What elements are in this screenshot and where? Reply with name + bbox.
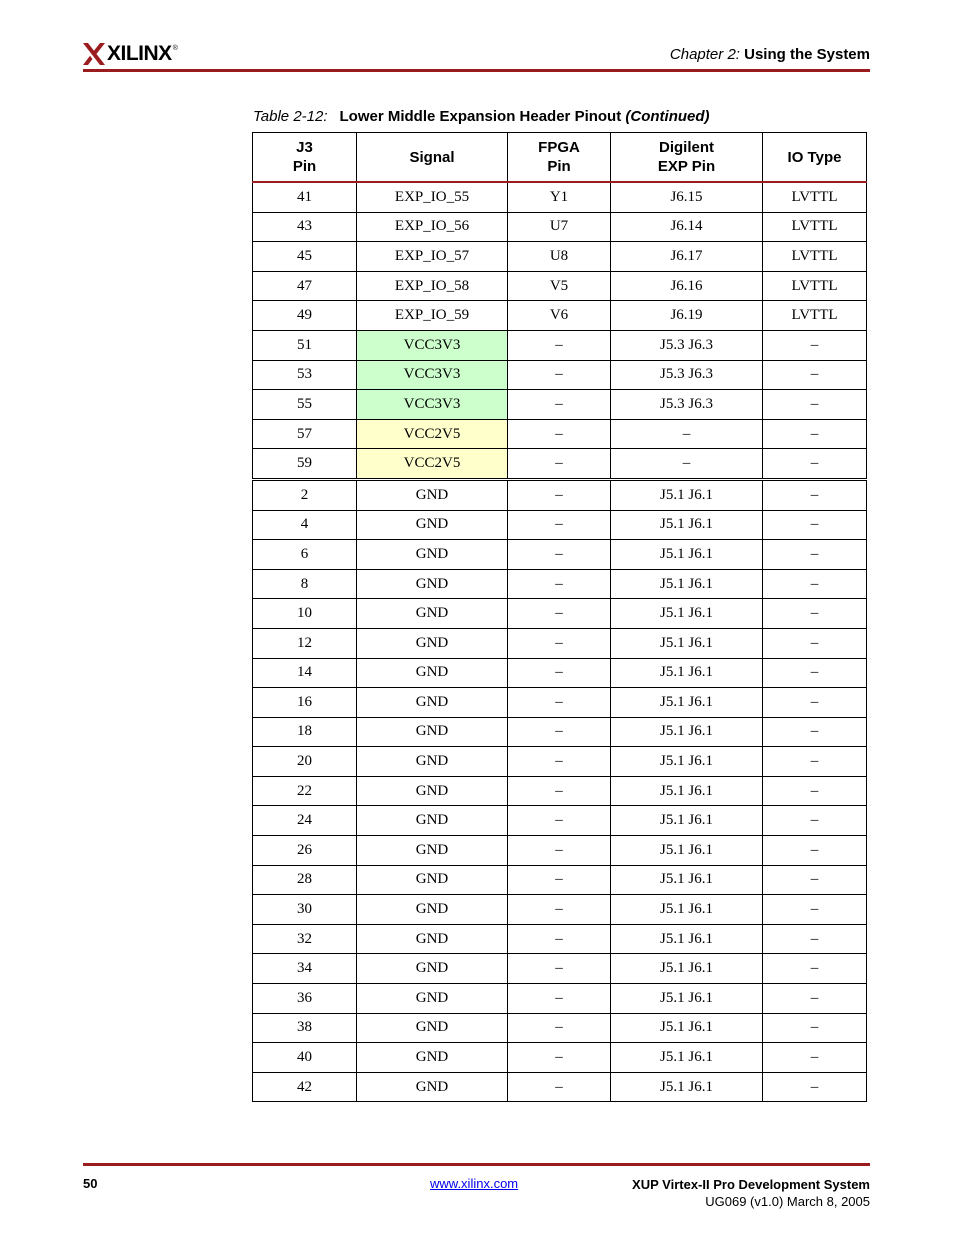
cell-io-type: – [763, 540, 867, 570]
cell-io-type: – [763, 479, 867, 510]
cell-pin: 16 [253, 688, 357, 718]
cell-signal: EXP_IO_57 [357, 242, 508, 272]
table-row [253, 419, 867, 449]
cell-fpga-pin: – [508, 479, 611, 510]
document-info [632, 1176, 870, 1210]
cell-exp-pin: J6.14 [611, 212, 763, 242]
table-row [253, 984, 867, 1014]
cell-pin: 59 [253, 449, 357, 480]
cell-io-type: – [763, 1043, 867, 1073]
table-row [253, 569, 867, 599]
table-row [253, 182, 867, 212]
table-row [253, 360, 867, 390]
cell-pin: 36 [253, 984, 357, 1014]
table-row [253, 301, 867, 331]
cell-fpga-pin: – [508, 1043, 611, 1073]
cell-exp-pin: J5.1 J6.1 [611, 599, 763, 629]
table-row [253, 717, 867, 747]
cell-fpga-pin: – [508, 776, 611, 806]
table-row [253, 688, 867, 718]
cell-exp-pin: J5.1 J6.1 [611, 688, 763, 718]
cell-io-type: – [763, 895, 867, 925]
cell-exp-pin: J5.1 J6.1 [611, 510, 763, 540]
cell-exp-pin: J6.16 [611, 271, 763, 301]
cell-fpga-pin: – [508, 836, 611, 866]
cell-pin: 45 [253, 242, 357, 272]
cell-exp-pin: J5.1 J6.1 [611, 569, 763, 599]
cell-exp-pin: J6.19 [611, 301, 763, 331]
table-title: Lower Middle Expansion Header Pinout [339, 108, 622, 125]
chapter-heading [670, 46, 870, 63]
header-j3-pin [253, 133, 357, 183]
cell-fpga-pin: – [508, 599, 611, 629]
cell-io-type: – [763, 1072, 867, 1102]
cell-signal: GND [357, 954, 508, 984]
cell-exp-pin: J5.1 J6.1 [611, 954, 763, 984]
cell-exp-pin: J5.3 J6.3 [611, 330, 763, 360]
cell-fpga-pin: – [508, 984, 611, 1014]
cell-io-type: LVTTL [763, 212, 867, 242]
table-number: Table 2-12: [253, 108, 328, 125]
cell-exp-pin: J5.1 J6.1 [611, 479, 763, 510]
table-row [253, 865, 867, 895]
cell-signal: GND [357, 895, 508, 925]
cell-signal: EXP_IO_59 [357, 301, 508, 331]
table-row [253, 658, 867, 688]
header-signal [357, 133, 508, 183]
chapter-title: Using the System [744, 46, 870, 63]
registered-mark: ® [172, 44, 178, 52]
cell-io-type: – [763, 717, 867, 747]
table-row [253, 806, 867, 836]
cell-fpga-pin: – [508, 390, 611, 420]
cell-signal: GND [357, 984, 508, 1014]
cell-io-type: – [763, 836, 867, 866]
cell-pin: 34 [253, 954, 357, 984]
document-id: UG069 (v1.0) March 8, 2005 [705, 1194, 870, 1209]
cell-signal: GND [357, 747, 508, 777]
cell-fpga-pin: – [508, 865, 611, 895]
website-link[interactable]: www.xilinx.com [430, 1176, 519, 1191]
cell-exp-pin: J5.1 J6.1 [611, 806, 763, 836]
cell-signal: VCC3V3 [357, 330, 508, 360]
cell-signal: GND [357, 924, 508, 954]
header-fpga-pin [508, 133, 611, 183]
cell-signal: VCC2V5 [357, 449, 508, 480]
cell-io-type: – [763, 599, 867, 629]
cell-signal: GND [357, 628, 508, 658]
header-rule [83, 69, 870, 72]
cell-pin: 10 [253, 599, 357, 629]
table-row [253, 924, 867, 954]
cell-fpga-pin: – [508, 419, 611, 449]
cell-exp-pin: J6.15 [611, 182, 763, 212]
header-digilent-exp-pin [611, 133, 763, 183]
cell-pin: 24 [253, 806, 357, 836]
header-line: IO Type [787, 148, 842, 166]
cell-signal: GND [357, 658, 508, 688]
table-row [253, 836, 867, 866]
cell-pin: 28 [253, 865, 357, 895]
cell-io-type: LVTTL [763, 271, 867, 301]
table-caption [253, 108, 710, 125]
xilinx-logo [83, 40, 178, 68]
cell-fpga-pin: – [508, 717, 611, 747]
cell-signal: GND [357, 836, 508, 866]
cell-io-type: – [763, 569, 867, 599]
table-row [253, 212, 867, 242]
cell-signal: GND [357, 806, 508, 836]
cell-io-type: – [763, 924, 867, 954]
cell-exp-pin: J5.1 J6.1 [611, 836, 763, 866]
cell-fpga-pin: Y1 [508, 182, 611, 212]
cell-pin: 32 [253, 924, 357, 954]
cell-fpga-pin: U8 [508, 242, 611, 272]
cell-exp-pin: J5.1 J6.1 [611, 1072, 763, 1102]
cell-signal: GND [357, 599, 508, 629]
table-row [253, 449, 867, 480]
cell-signal: GND [357, 688, 508, 718]
cell-exp-pin: J5.1 J6.1 [611, 776, 763, 806]
cell-signal: GND [357, 1043, 508, 1073]
cell-fpga-pin: – [508, 895, 611, 925]
cell-pin: 47 [253, 271, 357, 301]
cell-pin: 20 [253, 747, 357, 777]
table-row [253, 747, 867, 777]
cell-exp-pin: J5.1 J6.1 [611, 895, 763, 925]
cell-pin: 26 [253, 836, 357, 866]
cell-pin: 12 [253, 628, 357, 658]
cell-io-type: – [763, 954, 867, 984]
cell-fpga-pin: – [508, 658, 611, 688]
cell-io-type: – [763, 806, 867, 836]
cell-exp-pin: J5.1 J6.1 [611, 865, 763, 895]
cell-signal: EXP_IO_58 [357, 271, 508, 301]
table-row [253, 330, 867, 360]
header-line: Pin [292, 158, 317, 175]
cell-io-type: – [763, 984, 867, 1014]
cell-io-type: – [763, 865, 867, 895]
cell-signal: GND [357, 865, 508, 895]
cell-exp-pin: J5.1 J6.1 [611, 924, 763, 954]
page-header [83, 36, 870, 72]
cell-pin: 6 [253, 540, 357, 570]
table-row [253, 628, 867, 658]
header-line: FPGA [538, 139, 580, 156]
cell-io-type: – [763, 330, 867, 360]
cell-exp-pin: J5.3 J6.3 [611, 360, 763, 390]
header-line: Digilent [659, 139, 714, 156]
cell-io-type: LVTTL [763, 242, 867, 272]
cell-fpga-pin: – [508, 1072, 611, 1102]
cell-fpga-pin: – [508, 510, 611, 540]
cell-io-type: – [763, 776, 867, 806]
cell-pin: 4 [253, 510, 357, 540]
cell-exp-pin: J5.1 J6.1 [611, 540, 763, 570]
cell-exp-pin: – [611, 449, 763, 480]
page-footer [83, 1163, 870, 1209]
cell-signal: VCC3V3 [357, 360, 508, 390]
cell-fpga-pin: – [508, 569, 611, 599]
cell-signal: GND [357, 1013, 508, 1043]
cell-fpga-pin: – [508, 1013, 611, 1043]
cell-io-type: – [763, 1013, 867, 1043]
table-row [253, 1013, 867, 1043]
cell-io-type: – [763, 510, 867, 540]
xilinx-x-icon [83, 43, 105, 65]
table-row [253, 390, 867, 420]
cell-exp-pin: J5.1 J6.1 [611, 717, 763, 747]
table-row [253, 510, 867, 540]
cell-signal: EXP_IO_55 [357, 182, 508, 212]
cell-pin: 51 [253, 330, 357, 360]
cell-exp-pin: J5.1 J6.1 [611, 658, 763, 688]
cell-pin: 43 [253, 212, 357, 242]
cell-signal: VCC3V3 [357, 390, 508, 420]
cell-fpga-pin: – [508, 449, 611, 480]
table-row [253, 895, 867, 925]
cell-exp-pin: – [611, 419, 763, 449]
document-title: XUP Virtex-II Pro Development System [632, 1177, 870, 1192]
cell-pin: 40 [253, 1043, 357, 1073]
cell-io-type: – [763, 419, 867, 449]
cell-signal: GND [357, 1072, 508, 1102]
cell-signal: GND [357, 717, 508, 747]
cell-fpga-pin: – [508, 628, 611, 658]
pinout-table [252, 132, 867, 1102]
cell-fpga-pin: V6 [508, 301, 611, 331]
cell-fpga-pin: – [508, 540, 611, 570]
table-row [253, 540, 867, 570]
logo-text: XILINX [107, 42, 172, 65]
cell-fpga-pin: – [508, 924, 611, 954]
cell-exp-pin: J5.1 J6.1 [611, 1013, 763, 1043]
cell-pin: 30 [253, 895, 357, 925]
cell-signal: VCC2V5 [357, 419, 508, 449]
cell-exp-pin: J5.3 J6.3 [611, 390, 763, 420]
table-row [253, 242, 867, 272]
cell-fpga-pin: V5 [508, 271, 611, 301]
table-row [253, 1072, 867, 1102]
table-row [253, 599, 867, 629]
cell-pin: 49 [253, 301, 357, 331]
cell-fpga-pin: – [508, 954, 611, 984]
header-line: Pin [547, 158, 571, 175]
cell-pin: 53 [253, 360, 357, 390]
cell-signal: GND [357, 479, 508, 510]
cell-io-type: – [763, 628, 867, 658]
cell-io-type: – [763, 390, 867, 420]
cell-pin: 8 [253, 569, 357, 599]
cell-io-type: – [763, 658, 867, 688]
footer-rule [83, 1163, 870, 1166]
cell-io-type: – [763, 747, 867, 777]
table-row [253, 271, 867, 301]
cell-fpga-pin: U7 [508, 212, 611, 242]
table-row [253, 1043, 867, 1073]
cell-pin: 14 [253, 658, 357, 688]
header-line: EXP Pin [657, 158, 716, 175]
cell-io-type: LVTTL [763, 301, 867, 331]
table-row [253, 954, 867, 984]
table-continued: (Continued) [625, 108, 710, 125]
table-body [253, 182, 867, 1102]
page-number: 50 [83, 1176, 98, 1191]
cell-signal: GND [357, 510, 508, 540]
cell-exp-pin: J5.1 J6.1 [611, 984, 763, 1014]
cell-pin: 42 [253, 1072, 357, 1102]
chapter-label: Chapter 2: [669, 46, 740, 63]
cell-io-type: – [763, 688, 867, 718]
header-line: Signal [409, 148, 455, 166]
cell-pin: 22 [253, 776, 357, 806]
table-header [253, 133, 867, 183]
cell-io-type: LVTTL [763, 182, 867, 212]
cell-fpga-pin: – [508, 747, 611, 777]
cell-fpga-pin: – [508, 688, 611, 718]
header-row [253, 133, 867, 183]
cell-signal: GND [357, 569, 508, 599]
cell-fpga-pin: – [508, 360, 611, 390]
table-row [253, 776, 867, 806]
cell-exp-pin: J6.17 [611, 242, 763, 272]
cell-io-type: – [763, 360, 867, 390]
cell-signal: GND [357, 540, 508, 570]
cell-pin: 57 [253, 419, 357, 449]
header-io-type [763, 133, 867, 183]
cell-pin: 41 [253, 182, 357, 212]
cell-pin: 2 [253, 479, 357, 510]
cell-io-type: – [763, 449, 867, 480]
cell-pin: 38 [253, 1013, 357, 1043]
cell-signal: GND [357, 776, 508, 806]
cell-signal: EXP_IO_56 [357, 212, 508, 242]
cell-fpga-pin: – [508, 330, 611, 360]
cell-fpga-pin: – [508, 806, 611, 836]
cell-pin: 18 [253, 717, 357, 747]
table-row [253, 479, 867, 510]
cell-exp-pin: J5.1 J6.1 [611, 1043, 763, 1073]
cell-exp-pin: J5.1 J6.1 [611, 747, 763, 777]
cell-exp-pin: J5.1 J6.1 [611, 628, 763, 658]
cell-pin: 55 [253, 390, 357, 420]
header-line: J3 [296, 139, 313, 156]
